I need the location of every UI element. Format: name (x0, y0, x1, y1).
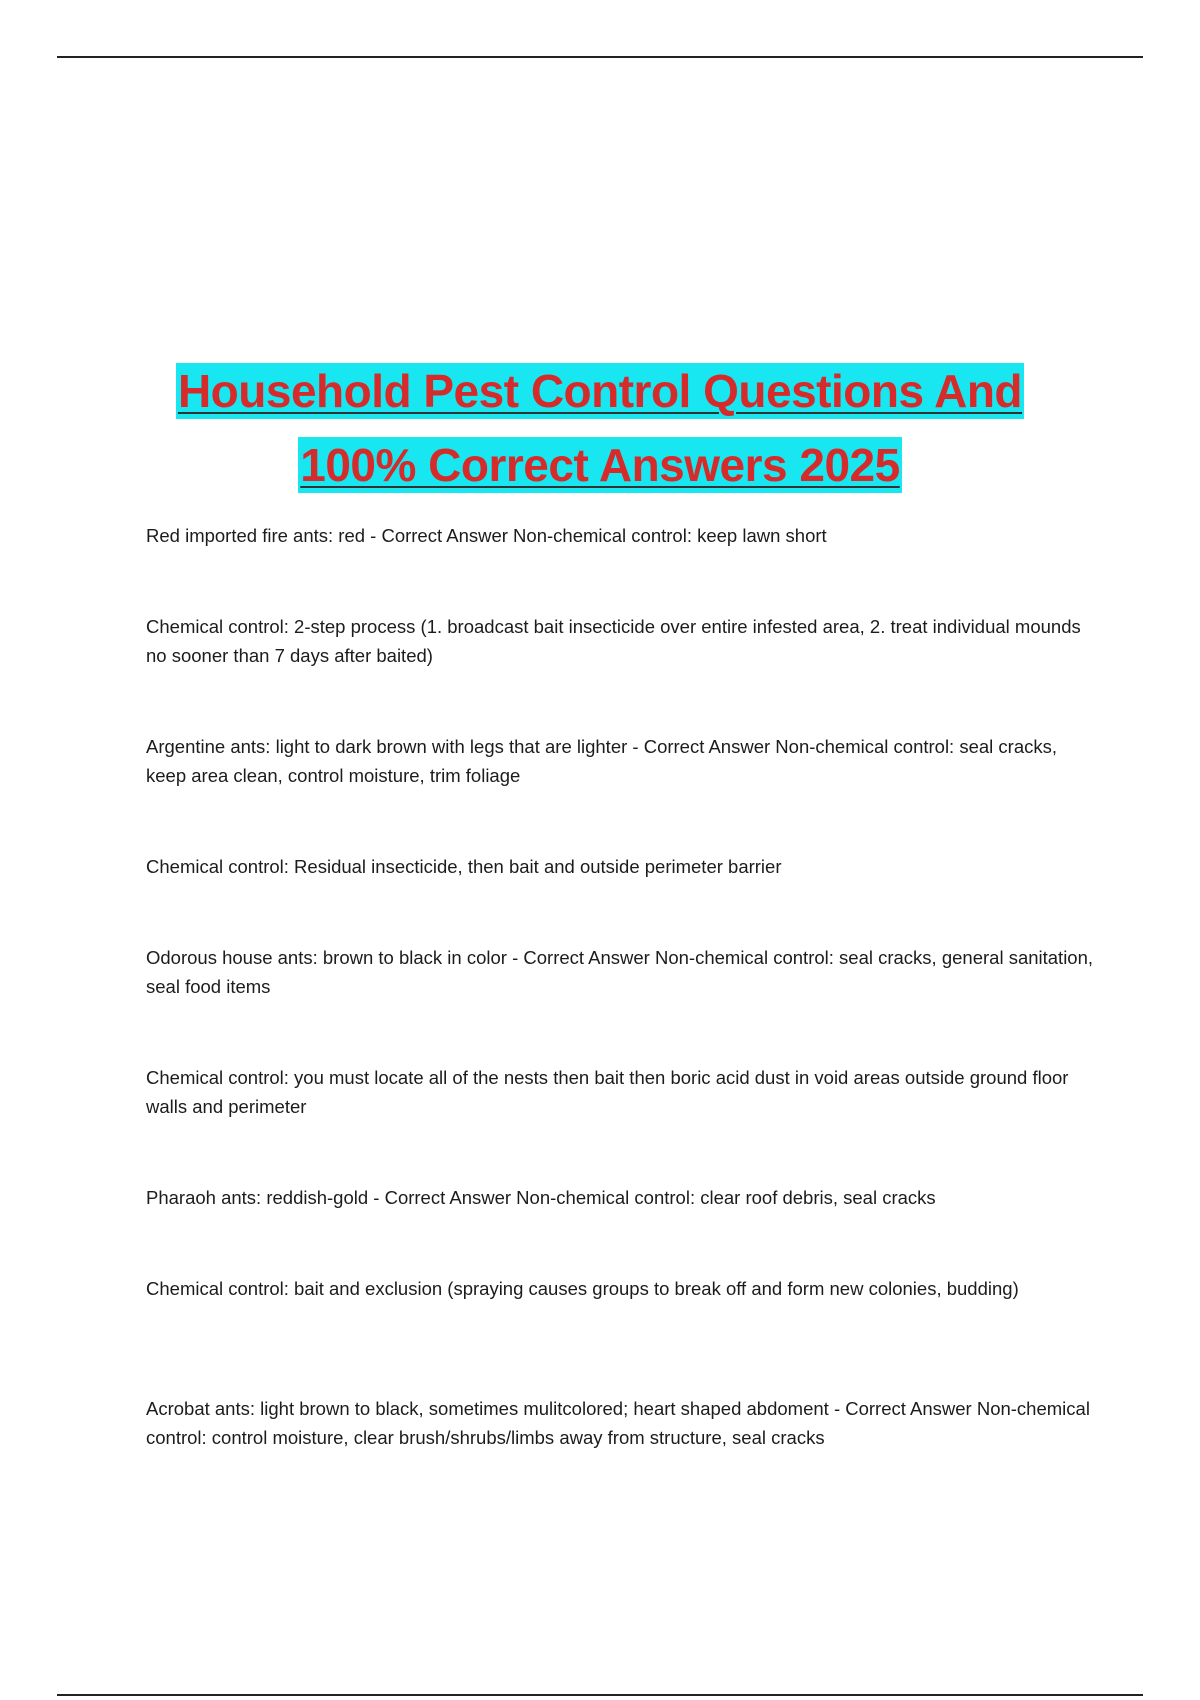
qa-entry-8: Chemical control: bait and exclusion (spraying causes groups to break off and form new colonies, budding) (146, 1278, 1019, 1299)
top-rule (57, 56, 1143, 58)
qa-entry-1: Red imported fire ants: red - Correct Answer Non-chemical control: keep lawn short (146, 525, 827, 546)
title-line-2: 100% Correct Answers 2025 (300, 439, 900, 491)
qa-entry-3: Argentine ants: light to dark brown with legs that are lighter - Correct Answer Non-chemical control: seal cracks, keep area clean, control moisture, trim foliage (146, 736, 1058, 786)
qa-entry-6: Chemical control: you must locate all of the nests then bait then boric acid dust in void areas outside ground floor walls and perimeter (146, 1067, 1069, 1117)
qa-entry-2: Chemical control: 2-step process (1. broadcast bait insecticide over entire infested area, 2. treat individual mounds no sooner than 7 days after baited) (146, 616, 1081, 666)
qa-entry-4: Chemical control: Residual insecticide, then bait and outside perimeter barrier (146, 856, 782, 877)
title-line-1: Household Pest Control Questions And (177, 365, 1023, 417)
qa-entry-7: Pharaoh ants: reddish-gold - Correct Answer Non-chemical control: clear roof debris, seal cracks (146, 1187, 936, 1208)
document-title (100, 354, 1100, 502)
qa-entry-9: Acrobat ants: light brown to black, sometimes mulitcolored; heart shaped abdoment - Correct Answer Non-chemical control: control moisture, clear brush/shrubs/limbs away from structure, seal cracks (146, 1398, 1090, 1448)
qa-entry-5: Odorous house ants: brown to black in color - Correct Answer Non-chemical control: seal cracks, general sanitation, seal food items (146, 947, 1094, 997)
bottom-rule (57, 1694, 1143, 1696)
